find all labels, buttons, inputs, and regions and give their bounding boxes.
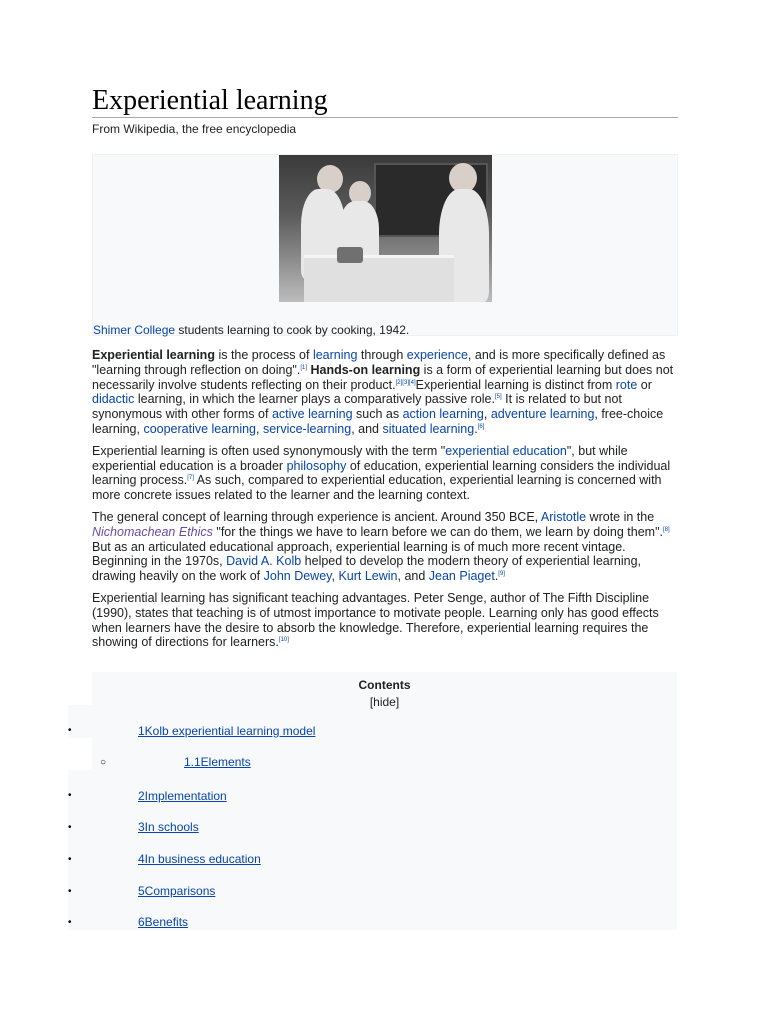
citation[interactable]: [7] — [187, 475, 194, 482]
text: Experiential learning is distinct from — [415, 377, 616, 392]
toc-link[interactable]: 1Kolb experiential learning model — [138, 724, 316, 738]
link-jean-piaget[interactable]: Jean Piaget — [428, 569, 495, 584]
disc-bullet: • — [68, 822, 72, 833]
text: ", but while experiential education is a broader — [92, 443, 628, 473]
text: helped to develop the modern theory of experiential learning, drawing heavily on the work of — [92, 554, 641, 584]
text: , — [331, 569, 339, 584]
text: , and is more specifically defined as "learning through reflection on doing". — [92, 348, 666, 377]
citation[interactable]: [2][3][4] — [395, 379, 416, 386]
text: wrote in the — [586, 509, 655, 524]
text: learning, in which the learner plays a comparatively passive role. — [134, 392, 495, 407]
text: is the process of — [214, 348, 313, 362]
text: , — [256, 421, 263, 436]
link-active-learning[interactable]: active learning — [271, 407, 353, 422]
caption-text: students learning to cook by cooking, 1942. — [175, 323, 410, 337]
bold-term: Experiential learning — [92, 348, 215, 362]
disc-bullet: • — [68, 886, 72, 897]
paragraph-1 — [92, 348, 678, 437]
toc-item-kolb-model[interactable] — [138, 724, 315, 738]
toc-link[interactable]: 3In schools — [138, 820, 199, 834]
toc-item-elements[interactable] — [184, 755, 251, 769]
text: . — [494, 569, 499, 584]
toc-item-implementation[interactable] — [138, 789, 227, 803]
text: "for the things we have to learn before we can do them, we learn by doing them". — [212, 524, 664, 539]
text: such as — [352, 407, 403, 422]
text: Experiential learning is often used synonymously with the term " — [92, 443, 446, 458]
disc-bullet: • — [68, 790, 72, 801]
toc-item-in-schools[interactable] — [138, 820, 199, 834]
link-philosophy[interactable]: philosophy — [286, 458, 347, 473]
link-experiential-education[interactable]: experiential education — [445, 443, 567, 458]
photo-stove — [304, 255, 454, 302]
citation[interactable]: [1] — [300, 364, 307, 371]
citation[interactable]: [9] — [498, 571, 505, 577]
link-situated-learning[interactable]: situated learning — [382, 421, 475, 436]
link-cooperative-learning[interactable]: cooperative learning — [143, 421, 257, 436]
text: or — [637, 377, 652, 392]
text: Experiential learning has significant teaching advantages. Peter Senge, author of The Fifth Discipline (1990), states that teaching is of utmost importance to motivate people. Learning only has good effects when learners have the desire to absorb the knowledge. Therefore, experiential learning requires the showing of directions for learners. — [92, 590, 659, 650]
toc-link[interactable]: 6Benefits — [138, 915, 189, 929]
text: . — [474, 421, 478, 436]
toc-link[interactable]: 4In business education — [138, 852, 261, 866]
site-tagline: From Wikipedia, the free encyclopedia — [92, 122, 297, 136]
text: , and — [397, 569, 429, 584]
text: The general concept of learning through experience is ancient. Around 350 BCE, — [92, 509, 541, 524]
link-nichomachean-ethics[interactable]: Nichomachean Ethics — [92, 524, 213, 539]
link-experience[interactable]: experience — [406, 348, 468, 362]
caption-link-shimer-college[interactable]: Shimer College — [93, 323, 176, 337]
bold-term: Hands-on learning — [307, 362, 421, 377]
text: is a form of experiential learning but does not necessarily involve students reflecting on their product. — [92, 362, 674, 392]
link-kurt-lewin[interactable]: Kurt Lewin — [338, 569, 398, 584]
text: , — [483, 407, 491, 422]
toc-link[interactable]: 1.1Elements — [184, 755, 251, 769]
text: , free-choice learning, — [92, 407, 664, 436]
text: , and — [351, 421, 383, 436]
paragraph-3 — [92, 510, 678, 584]
disc-bullet: • — [68, 725, 72, 736]
citation[interactable]: [10] — [278, 637, 289, 644]
text: It is related to but not synonymous with other forms of — [92, 392, 622, 422]
toc-item-benefits[interactable] — [138, 915, 188, 929]
link-didactic[interactable]: didactic — [92, 392, 135, 407]
image-thumbnail — [92, 154, 678, 336]
link-service-learning[interactable]: service-learning — [262, 421, 352, 436]
cooking-class-photo[interactable] — [279, 155, 492, 302]
text: But as an articulated educational approach, experiential learning is of much more recent vintage. Beginning in the 1970s, — [92, 539, 626, 569]
disc-bullet: • — [68, 854, 72, 865]
circle-bullet: ○ — [100, 757, 107, 768]
image-caption — [93, 323, 409, 337]
link-adventure-learning[interactable]: adventure learning — [490, 407, 595, 422]
citation[interactable]: [8] — [663, 526, 670, 533]
link-david-kolb[interactable]: David A. Kolb — [226, 554, 302, 569]
article — [92, 86, 678, 657]
text: through — [357, 348, 407, 362]
article-body — [92, 348, 678, 650]
paragraph-4 — [92, 591, 678, 650]
link-aristotle[interactable]: Aristotle — [540, 509, 587, 524]
toc-title: Contents — [358, 678, 411, 692]
toc-link[interactable]: 2Implementation — [138, 789, 227, 803]
text: As such, compared to experiential education, experiential learning is concerned with more concrete issues related to the learner and the learning context. — [92, 473, 662, 503]
link-action-learning[interactable]: action learning — [402, 407, 484, 422]
photo-pot — [337, 247, 363, 263]
link-rote[interactable]: rote — [615, 377, 638, 392]
citation[interactable]: [6] — [477, 423, 485, 430]
link-john-dewey[interactable]: John Dewey — [263, 569, 332, 584]
text: of education, experiential learning considers the individual learning process. — [92, 458, 671, 488]
toc-item-business-education[interactable] — [138, 852, 261, 866]
toc-link[interactable]: 5Comparisons — [138, 884, 216, 898]
citation[interactable]: [5] — [495, 394, 502, 401]
toc-hide-toggle[interactable]: [hide] — [369, 695, 400, 709]
disc-bullet: • — [68, 917, 72, 928]
paragraph-2 — [92, 444, 678, 503]
toc-item-comparisons[interactable] — [138, 884, 215, 898]
page-title: Experiential learning — [92, 86, 678, 118]
link-learning[interactable]: learning — [312, 348, 358, 362]
